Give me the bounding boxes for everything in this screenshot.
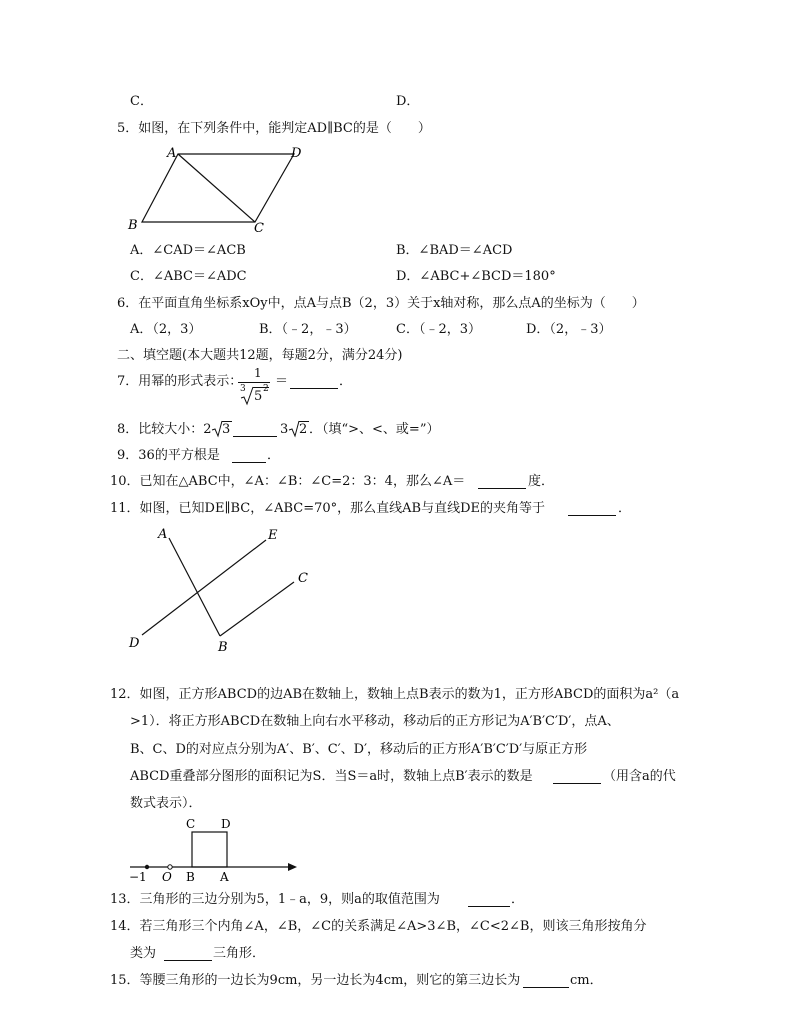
q8-answer-blank[interactable] xyxy=(233,424,277,437)
q6-option-c: C．（﹣2，3） xyxy=(396,322,481,337)
q12-label-minus1: −1 xyxy=(129,870,147,882)
q7-answer-blank[interactable] xyxy=(290,376,338,389)
q8-radicand-1: 3 xyxy=(222,422,231,437)
q6-stem: 6．在平面直角坐标系xOy中，点A与点B（2，3）关于x轴对称，那么点A的坐标为（ ） xyxy=(117,296,645,311)
q8-radicand-2: 2 xyxy=(299,422,308,437)
q12-line-4a: ABCD重叠部分图形的面积记为S．当S＝a时，数轴上点B′表示的数是 xyxy=(130,769,533,784)
q7-exponent: 2 xyxy=(263,384,269,394)
q8-suffix: ．（填“>、<、或=”） xyxy=(309,422,440,437)
q5-label-d: D xyxy=(291,146,302,161)
q7-end: ． xyxy=(339,374,353,389)
q6-option-a: A．（2，3） xyxy=(130,322,202,337)
q13-end: ． xyxy=(511,892,525,907)
q11-figure xyxy=(120,520,320,660)
q7-equals: ＝ xyxy=(275,374,289,389)
q10-answer-blank[interactable] xyxy=(478,476,526,489)
q11-label-b: B xyxy=(218,640,228,655)
q7-numerator: 1 xyxy=(254,366,262,380)
q7-radicand: 5 xyxy=(254,389,263,404)
q13-answer-blank[interactable] xyxy=(468,894,510,907)
q11-stem: 11．如图，已知DE∥BC，∠ABC=70°，那么直线AB与直线DE的夹角等于 xyxy=(110,501,546,516)
q12-label-b: B xyxy=(186,870,195,882)
q9-prefix: 9．36的平方根是 xyxy=(117,448,220,463)
q15-answer-blank[interactable] xyxy=(523,975,569,988)
q12-line-2: >1）．将正方形ABCD在数轴上向右水平移动，移动后的正方形记为A′B′C′D′，点A、 xyxy=(130,714,620,729)
q13-stem: 13．三角形的三边分别为5，1﹣a，9，则a的取值范围为 xyxy=(110,892,440,907)
q14-line-1: 14．若三角形三个内角∠A，∠B，∠C的关系满足∠A>3∠B，∠C<2∠B，则该三角形按角分 xyxy=(110,919,647,934)
q4-option-c: C． xyxy=(130,94,153,109)
q5-parallelogram-figure xyxy=(120,142,320,237)
q5-label-c: C xyxy=(254,221,264,236)
q12-label-c: C xyxy=(186,817,196,831)
q11-end: ． xyxy=(618,501,632,516)
q7-radical-sign xyxy=(240,386,254,406)
q12-label-d: D xyxy=(221,817,231,831)
q7-root-index: 3 xyxy=(240,384,246,394)
q6-option-d: D．（2，﹣3） xyxy=(526,322,612,337)
section-title: 二、填空题(本大题共12题，每题2分，满分24分) xyxy=(117,348,403,363)
q15-end: cm． xyxy=(570,973,603,988)
q14-line-2b: 三角形． xyxy=(213,946,266,961)
q5-option-a: A．∠CAD＝∠ACB xyxy=(130,243,246,258)
q11-label-e: E xyxy=(268,528,278,543)
q12-label-a: A xyxy=(220,870,229,882)
q7-prefix: 7．用幂的形式表示： xyxy=(117,374,243,389)
q12-line-5: 数式表示）． xyxy=(130,796,202,811)
q5-option-b: B．∠BAD＝∠ACD xyxy=(396,243,513,258)
q10-stem: 10．已知在△ABC中，∠A：∠B：∠C=2：3：4，那么∠A＝ xyxy=(110,474,466,489)
q11-answer-blank[interactable] xyxy=(568,503,616,516)
q5-option-c: C．∠ABC＝∠ADC xyxy=(130,269,247,284)
q11-label-d: D xyxy=(129,636,140,651)
q9-answer-blank[interactable] xyxy=(232,450,266,463)
q11-label-a: A xyxy=(158,527,168,542)
q9-end: ． xyxy=(267,448,281,463)
q14-line-2a: 类为 xyxy=(130,946,157,961)
q12-line-1: 12．如图，正方形ABCD的边AB在数轴上，数轴上点B表示的数为1，正方形ABCD的面积为a²（a xyxy=(110,687,680,702)
q11-label-c: C xyxy=(298,571,308,586)
q4-option-d: D． xyxy=(396,94,420,109)
q5-label-a: A xyxy=(167,146,177,161)
q15-stem: 15．等腰三角形的一边长为9cm，另一边长为4cm，则它的第三边长为 xyxy=(110,973,521,988)
q12-answer-blank[interactable] xyxy=(553,771,601,784)
q10-end: 度． xyxy=(528,474,555,489)
q12-line-4b: （用含a的代 xyxy=(603,769,676,784)
q12-number-line-figure xyxy=(125,812,305,882)
q12-label-o: O xyxy=(162,870,172,882)
q14-answer-blank[interactable] xyxy=(164,948,212,961)
q8-coefficient-2: 3 xyxy=(280,422,289,437)
q5-label-b: B xyxy=(128,218,138,233)
q5-option-d: D．∠ABC+∠BCD＝180° xyxy=(396,269,556,284)
q5-stem: 5．如图，在下列条件中，能判定AD∥BC的是（ ） xyxy=(117,121,431,136)
q8-prefix: 8．比较大小：2 xyxy=(117,422,212,437)
q6-option-b: B．（﹣2，﹣3） xyxy=(259,322,357,337)
q7-fraction-bar xyxy=(238,382,270,383)
q12-line-3: B、C、D的对应点分别为A′、B′、C′、D′，移动后的正方形A′B′C′D′与原正方形 xyxy=(130,742,588,757)
